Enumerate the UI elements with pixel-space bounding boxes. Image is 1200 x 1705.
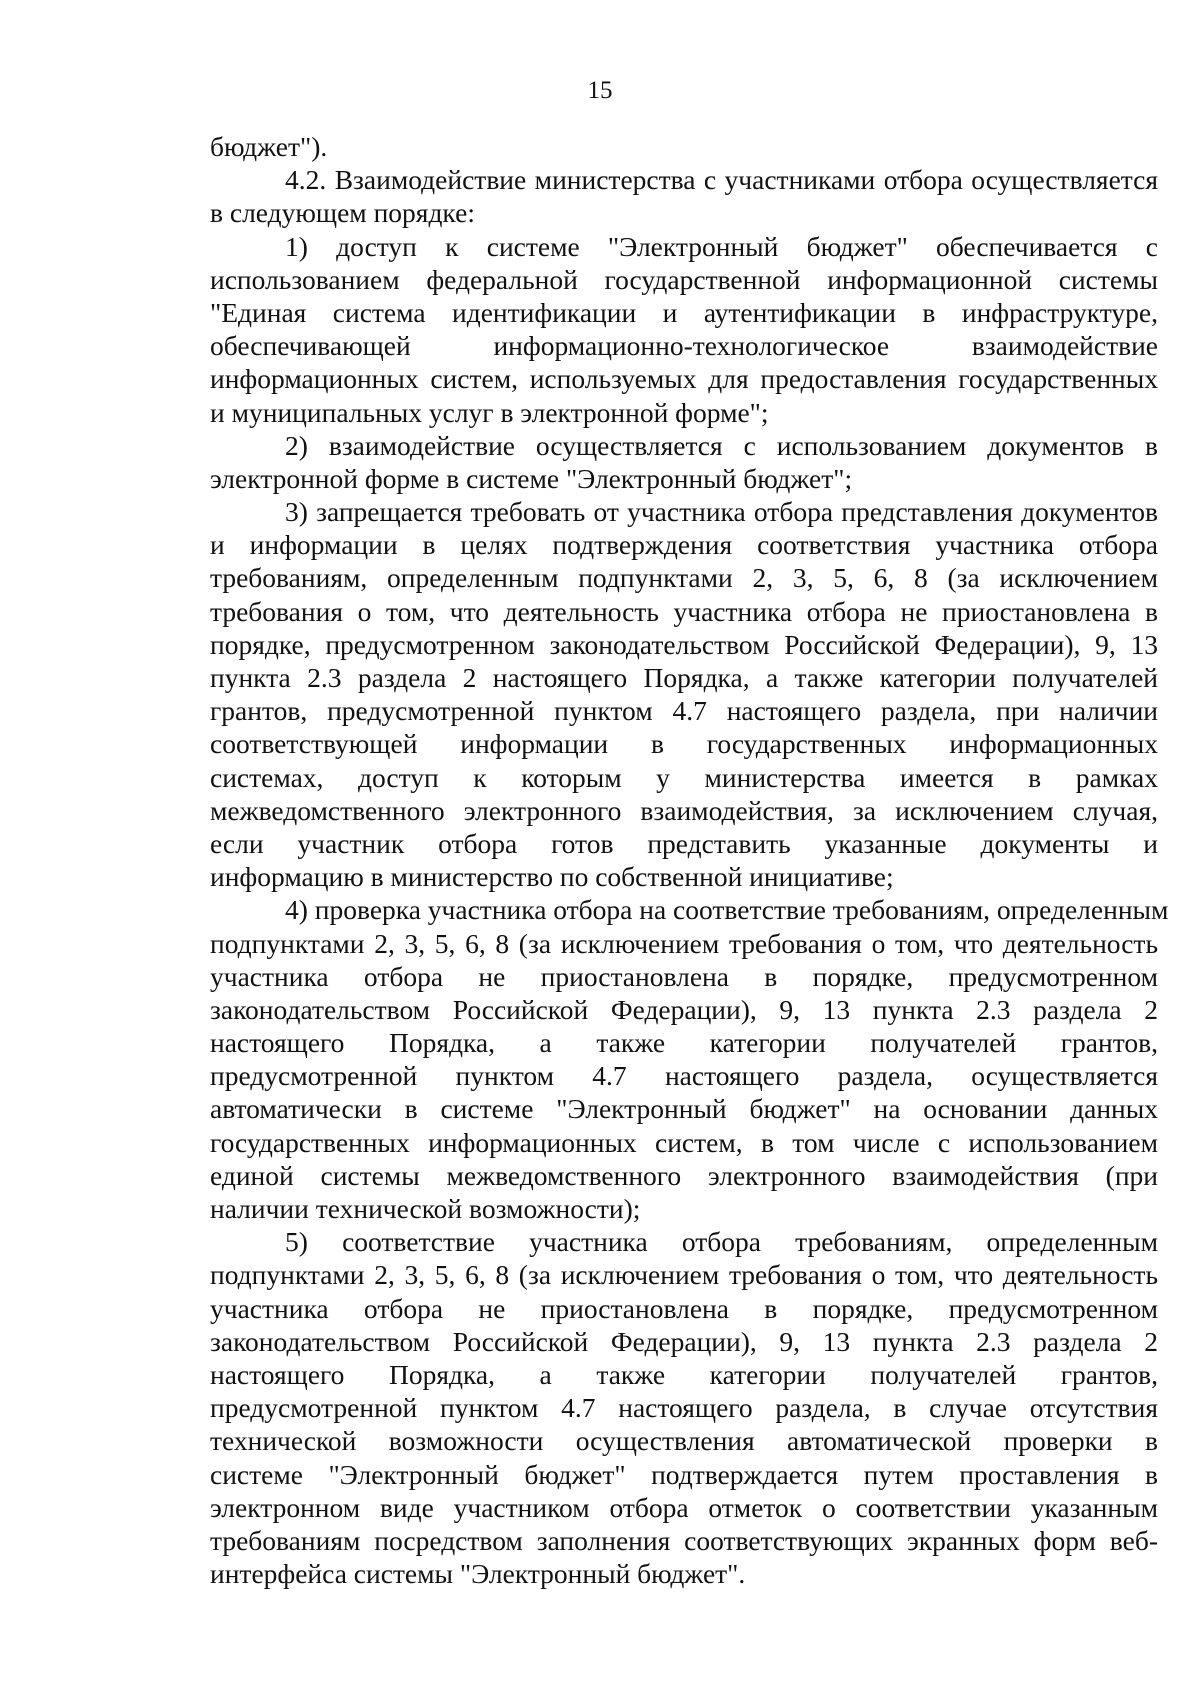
text-line: подпунктами 2, 3, 5, 6, 8 (за исключением требования о том, что деятельность [210,927,1158,959]
text-line: государственных информационных систем, в том числе с использованием [210,1126,1158,1158]
text-line: 3) запрещается требовать от участника отбора представления документов [285,496,1158,528]
text-line: в следующем порядке: [210,197,475,229]
list-item-5 [210,1225,1158,1590]
text-line: электронном виде участником отбора отметок о соответствии указанным [210,1491,1158,1523]
text-line: и муниципальных услуг в электронной форме"; [210,396,769,428]
text-line: пункта 2.3 раздела 2 настоящего Порядка, а также категории получателей [210,662,1158,693]
paragraph-continuation [210,130,1158,163]
text-line: 4.2. Взаимодействие министерства с участниками отбора осуществляется [285,164,1158,196]
text-line: подпунктами 2, 3, 5, 6, 8 (за исключением требования о том, что деятельность [210,1259,1158,1291]
text-line: законодательством Российской Федерации), 9, 13 пункта 2.3 раздела 2 [210,1325,1158,1357]
list-item-4 [210,893,1169,1225]
text-line: обеспечивающей информационно-технологическое взаимодействие [210,330,1158,362]
text-line: 1) доступ к системе "Электронный бюджет" обеспечивается с [285,230,1158,262]
paragraph-4-2 [210,163,1158,229]
text-line: если участник отбора готов представить указанные документы и [210,827,1158,859]
text-line: 2) взаимодействие осуществляется с использованием документов в [285,429,1158,461]
text-line: информационных систем, используемых для предоставления государственных [210,363,1158,395]
list-item-3 [210,495,1158,893]
text-line: настоящего Порядка, а также категории получателей грантов, [210,1027,1158,1059]
document-body [210,130,1169,1590]
text-line: использованием федеральной государственной информационной системы [210,263,1158,295]
text-line: предусмотренной пунктом 4.7 настоящего раздела, осуществляется [210,1060,1158,1092]
text-line: требованиям, определенным подпунктами 2, 3, 5, 6, 8 (за исключением [210,562,1158,594]
text-line: участника отбора не приостановлена в порядке, предусмотренном [210,1292,1158,1324]
text-line: автоматически в системе "Электронный бюджет" на основании данных [210,1093,1158,1125]
text-line: законодательством Российской Федерации), 9, 13 пункта 2.3 раздела 2 [210,993,1158,1025]
text-line: "Единая система идентификации и аутентификации в инфраструктуре, [210,296,1158,328]
list-item-2 [210,429,1158,495]
text-line: 5) соответствие участника отбора требованиям, определенным [285,1226,1158,1258]
text-line: 4) проверка участника отбора на соответствие требованиям, определенным [285,894,1169,926]
text-line: системах, доступ к которым у министерства имеется в рамках [210,761,1158,793]
text-line: единой системы межведомственного электронного взаимодействия (при [210,1159,1158,1191]
text-line: системе "Электронный бюджет" подтверждается путем проставления в [210,1458,1158,1490]
text-line: интерфейса системы "Электронный бюджет". [210,1558,746,1590]
text-line: электронной форме в системе "Электронный бюджет"; [210,462,853,494]
text-line: требования о том, что деятельность участника отбора не приостановлена в [210,595,1158,627]
page-number: 15 [587,77,613,104]
text-line: межведомственного электронного взаимодействия, за исключением случая, [210,794,1158,826]
text-line: наличии технической возможности); [210,1193,641,1224]
text-line: бюджет"). [210,131,328,162]
text-line: информацию в министерство по собственной инициативе; [210,861,894,893]
text-line: требованиям посредством заполнения соответствующих экранных форм веб- [210,1524,1158,1556]
text-line: грантов, предусмотренной пунктом 4.7 настоящего раздела, при наличии [210,695,1158,727]
text-line: предусмотренной пунктом 4.7 настоящего раздела, в случае отсутствия [210,1392,1158,1424]
text-line: участника отбора не приостановлена в порядке, предусмотренном [210,960,1158,992]
text-line: и информации в целях подтверждения соответствия участника отбора [210,529,1158,561]
text-line: настоящего Порядка, а также категории получателей грантов, [210,1358,1158,1390]
text-line: соответствующей информации в государственных информационных [210,728,1158,760]
list-item-1 [210,230,1158,429]
text-line: порядке, предусмотренном законодательством Российской Федерации), 9, 13 [210,628,1158,660]
text-line: технической возможности осуществления автоматической проверки в [210,1425,1158,1457]
